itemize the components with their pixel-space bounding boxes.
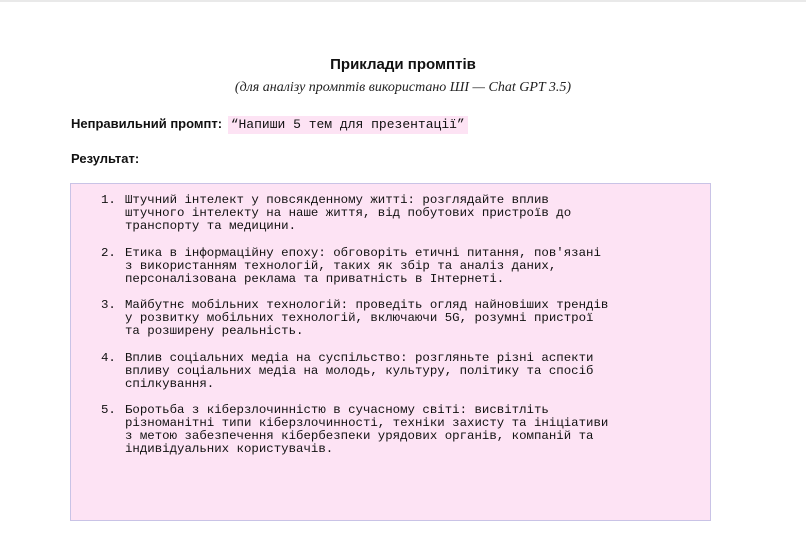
result-item-line: з використанням технологій, таких як збір та аналіз даних, (125, 258, 557, 273)
result-item (101, 404, 701, 456)
result-item-line: Штучний інтелект у повсякденному житті: розглядайте вплив (125, 193, 549, 207)
result-item-line: спілкування. (125, 376, 215, 391)
result-item-line: Вплив соціальних медіа на суспільство: розгляньте різні аспекти (125, 350, 594, 365)
result-item-number: 4. (101, 350, 116, 365)
result-item-number: 2. (101, 245, 116, 260)
page-title: Приклади промптів (330, 56, 476, 73)
result-box (70, 183, 711, 521)
result-item (101, 299, 701, 338)
result-item (101, 352, 701, 391)
prompt-text: “Напиши 5 тем для презентації” (228, 116, 468, 134)
result-item-number: 5. (101, 403, 116, 417)
result-item-line: індивідуальних користувачів. (125, 442, 334, 456)
result-label: Результат: (71, 151, 140, 166)
result-item-line: транспорту та медицини. (125, 219, 297, 233)
result-item-line: впливу соціальних медіа на молодь, культуру, політику та спосіб (125, 363, 594, 378)
result-list (101, 194, 701, 470)
result-item-number: 3. (101, 298, 116, 312)
result-item-line: персоналізована реклама та приватність в Інтернеті. (125, 271, 505, 286)
top-divider (0, 0, 806, 2)
result-item-line: з метою забезпечення кібербезпеки урядових органів, компаній та (125, 429, 594, 443)
result-item-line: Етика в інформаційну епоху: обговоріть етичні питання, пов'язані (125, 245, 601, 260)
result-item-line: та розширену реальність. (125, 324, 304, 338)
result-item-line: Боротьба з кіберзлочинністю в сучасному світі: висвітліть (125, 403, 549, 417)
prompt-row (71, 116, 468, 132)
result-item-line: різноманітні типи кіберзлочинності, техніки захисту та ініціативи (125, 416, 609, 430)
result-item (101, 247, 701, 286)
result-item (101, 194, 701, 233)
result-item-line: у розвитку мобільних технологій, включаючи 5G, розумні пристрої (125, 311, 594, 325)
result-item-line: штучного інтелекту на наше життя, від побутових пристроїв до (125, 206, 572, 220)
result-item-number: 1. (101, 193, 116, 207)
result-item-line: Майбутнє мобільних технологій: проведіть огляд найновіших трендів (125, 298, 609, 312)
prompt-label: Неправильний промпт: (71, 116, 223, 131)
page-subtitle: (для аналізу промптів використано ШІ — Chat GPT 3.5) (234, 80, 572, 95)
